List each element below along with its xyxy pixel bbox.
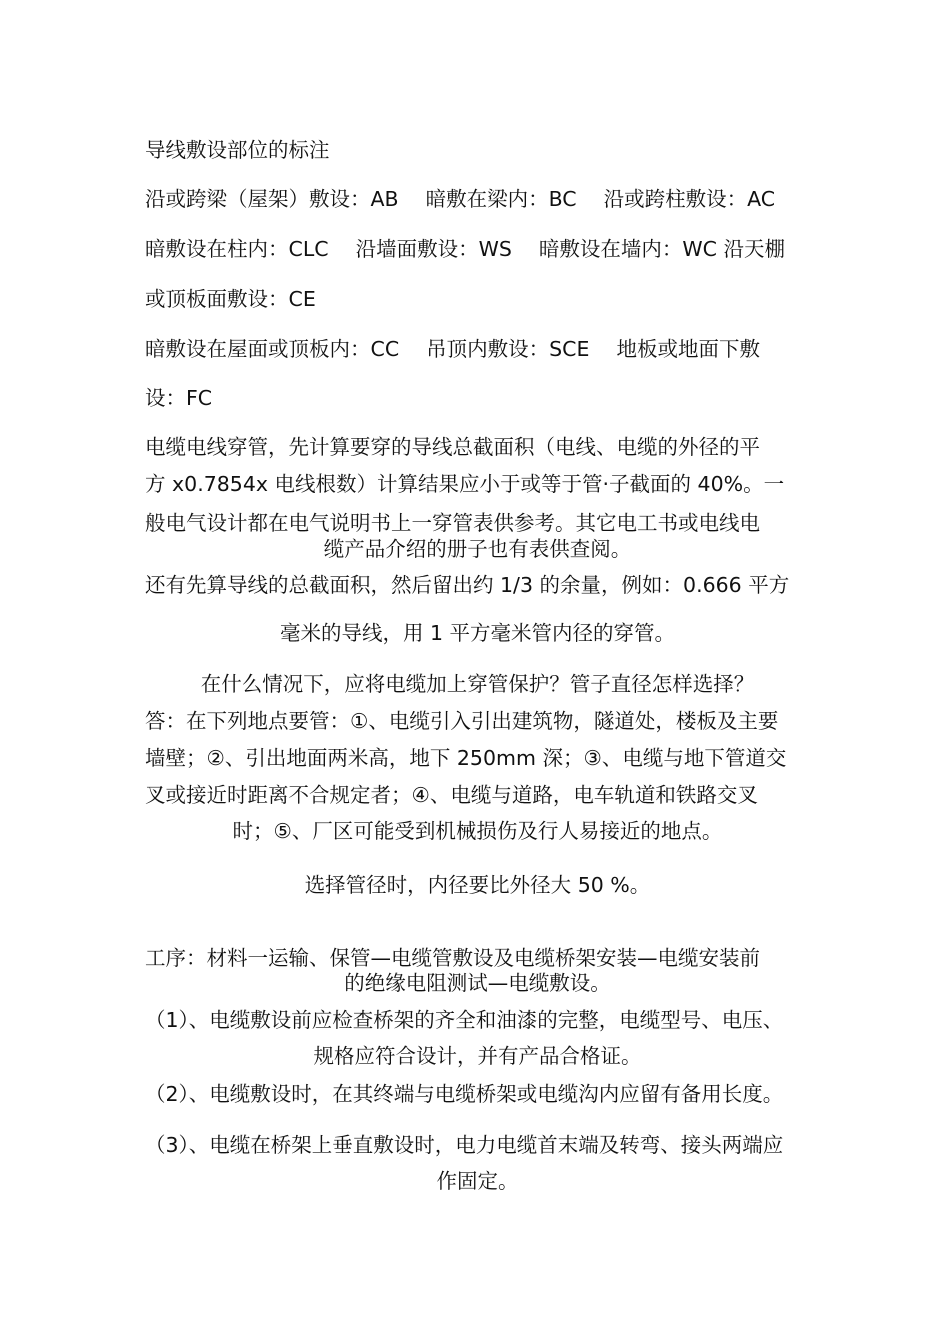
process-line: 工序：材料一运输、保管—电缆管敷设及电缆桥架安装—电缆安装前: [145, 946, 760, 970]
text-line: 缆产品介绍的册子也有表供查阅。: [323, 537, 632, 561]
text-line: 设：FC: [145, 386, 213, 410]
text-line: 毫米的导线，用 1 平方毫米管内径的穿管。: [279, 621, 676, 645]
text-line: 或顶板面敷设：CE: [145, 287, 316, 311]
answer-line: 墙壁；②、引出地面两米高，地下 250mm 深；③、电缆与地下管道交: [145, 746, 787, 770]
heading: 导线敷设部位的标注: [145, 138, 330, 162]
answer-line: 答：在下列地点要管：①、电缆引入引出建筑物，隧道处，楼板及主要: [145, 709, 779, 733]
step-line: （3）、电缆在桥架上垂直敷设时，电力电缆首末端及转弯、接头两端应: [145, 1133, 784, 1157]
text-line: 暗敷设在屋面或顶板内：CC 吊顶内敷设：SCE 地板或地面下敷: [145, 337, 760, 361]
text-line: 沿或跨梁（屋架）敷设：AB 暗敷在梁内：BC 沿或跨柱敷设：AC: [145, 187, 776, 211]
process-line: 的绝缘电阻测试—电缆敷设。: [344, 971, 611, 995]
step-line: （2）、电缆敷设时，在其终端与电缆桥架或电缆沟内应留有备用长度。: [145, 1082, 784, 1106]
text-line: 选择管径时，内径要比外径大 50 %。: [304, 873, 651, 897]
text-line: 还有先算导线的总截面积，然后留出约 1/3 的余量，例如：0.666 平方: [145, 573, 790, 597]
text-line: 般电气设计都在电气说明书上一穿管表供参考。其它电工书或电线电: [145, 511, 760, 535]
text-line: 方 x0.7854x 电线根数）计算结果应小于或等于管·子截面的 40%。一: [145, 472, 785, 496]
text-line: 暗敷设在柱内：CLC 沿墙面敷设：WS 暗敷设在墙内：WC 沿天棚: [145, 237, 785, 261]
answer-line: 时；⑤、厂区可能受到机械损伤及行人易接近的地点。: [232, 819, 723, 843]
step-line: （1）、电缆敷设前应检查桥架的齐全和油漆的完整，电缆型号、电压、: [145, 1008, 784, 1032]
step-line: 规格应符合设计，并有产品合格证。: [313, 1044, 642, 1068]
text-line: 电缆电线穿管，先计算要穿的导线总截面积（电线、电缆的外径的平: [145, 435, 760, 459]
question-line: 在什么情况下，应将电缆加上穿管保护？管子直径怎样选择？: [200, 672, 755, 696]
answer-line: 叉或接近时距离不合规定者；④、电缆与道路，电车轨道和铁路交叉: [145, 783, 758, 807]
step-line: 作固定。: [436, 1169, 519, 1193]
